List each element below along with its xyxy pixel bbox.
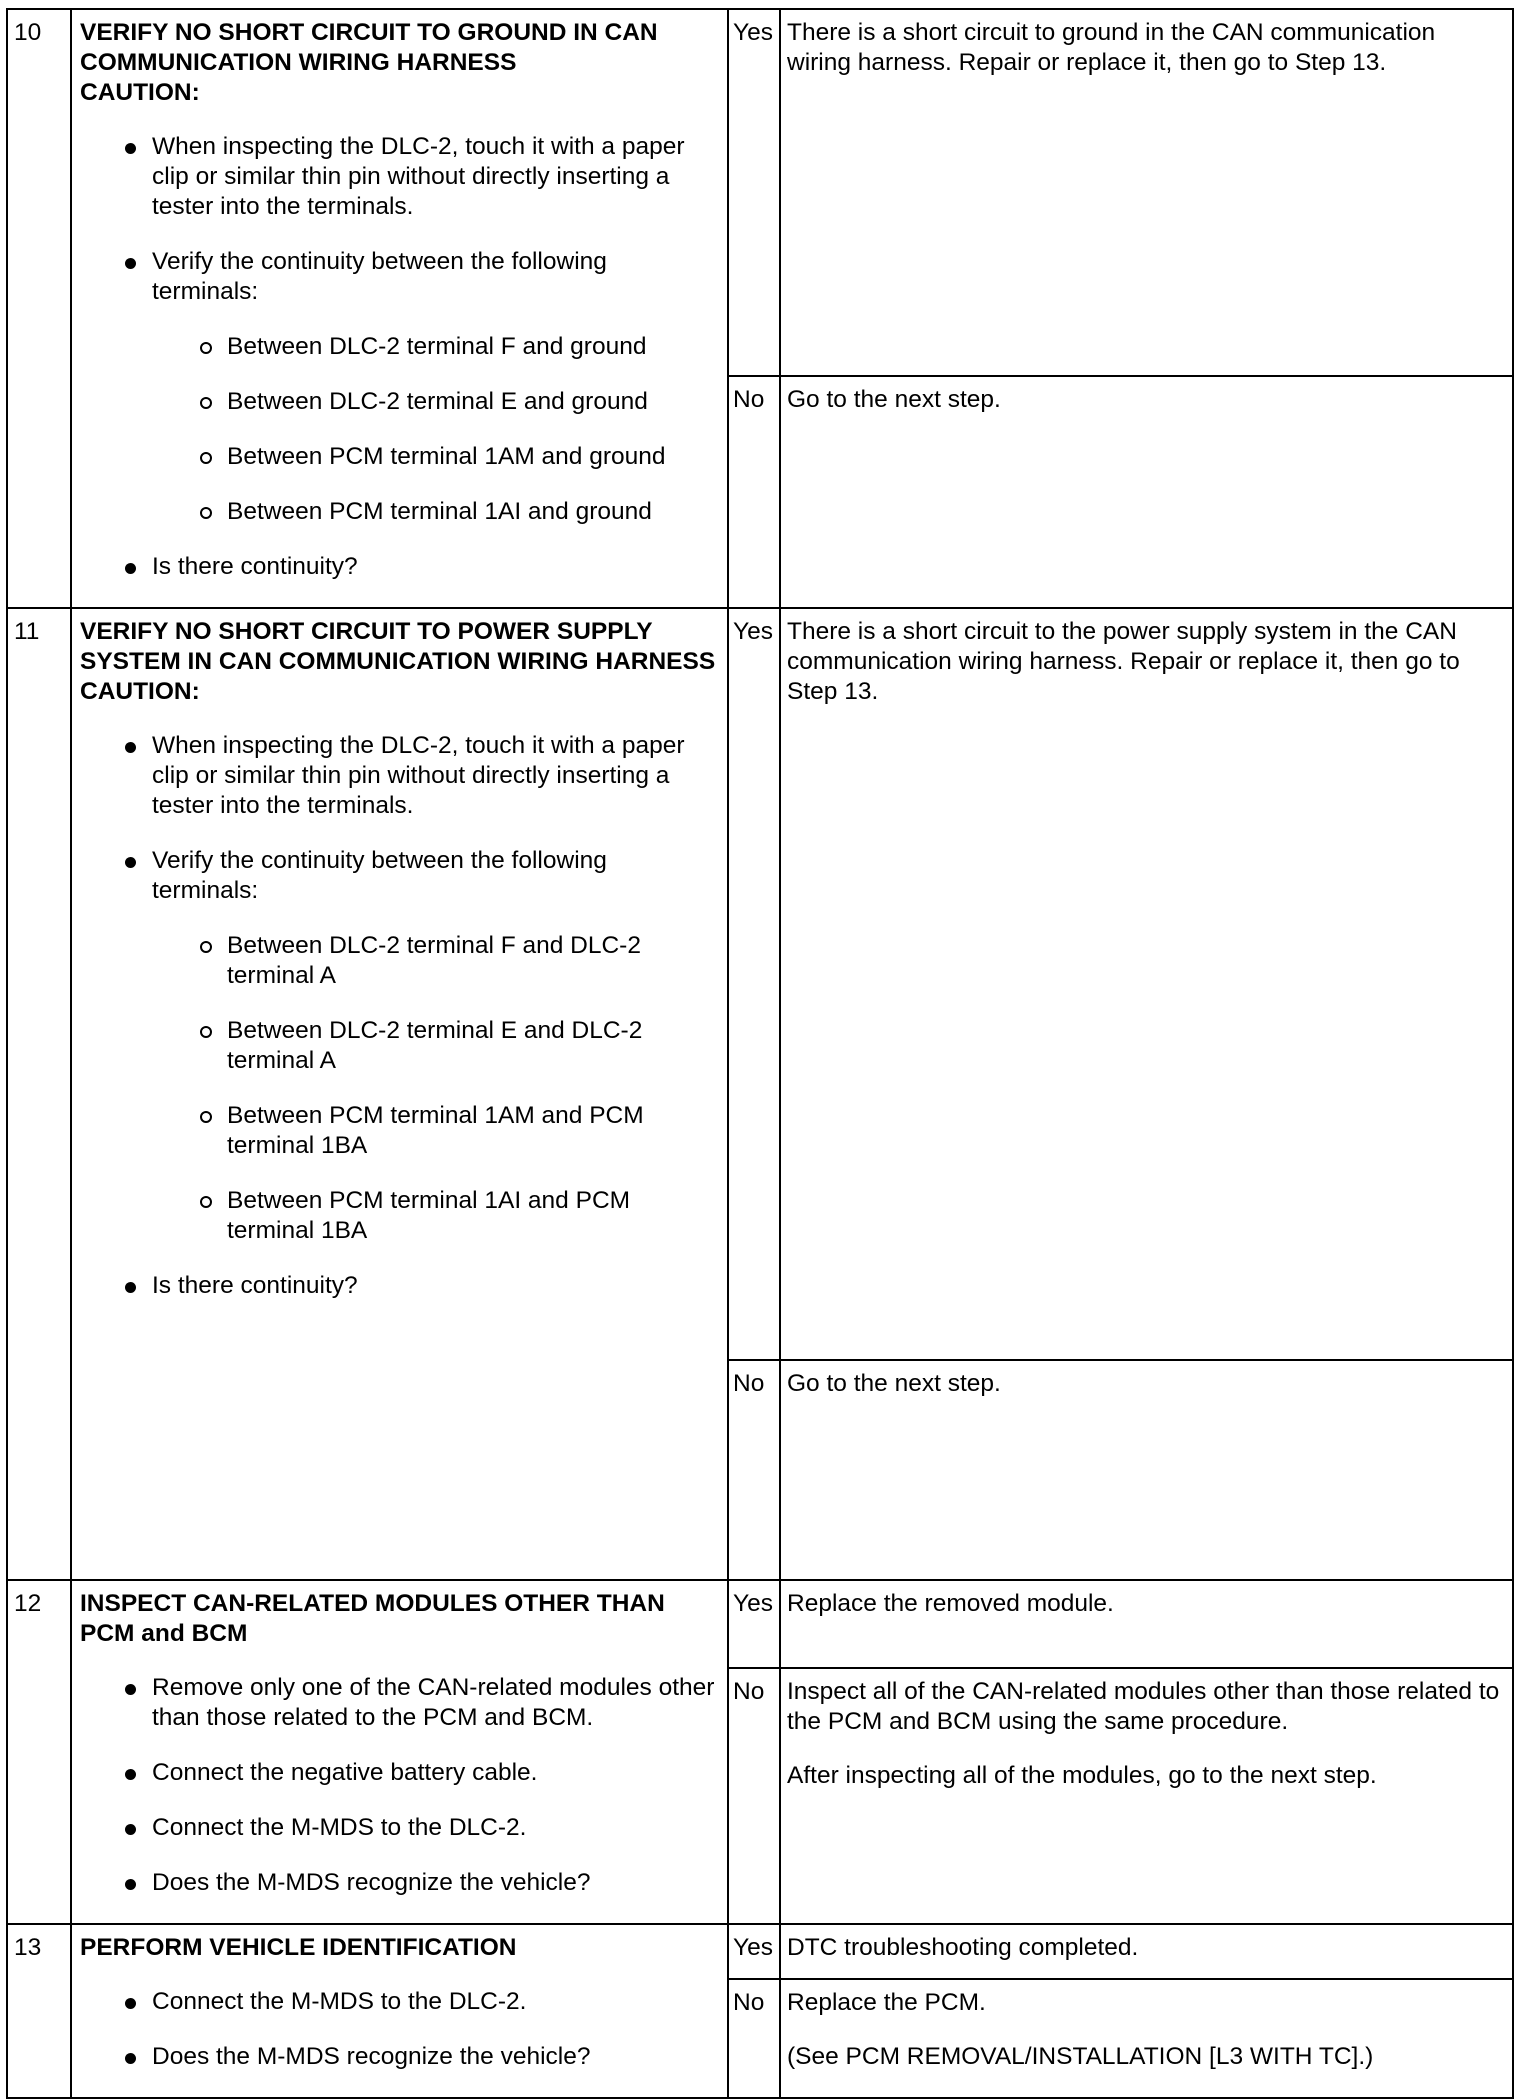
troubleshooting-table [6, 8, 1514, 2099]
sub-item: Between PCM terminal 1AM and PCM terminal 1BA [152, 1101, 717, 1161]
yes-label: Yes [728, 1580, 780, 1668]
step-title: VERIFY NO SHORT CIRCUIT TO GROUND IN CAN COMMUNICATION WIRING HARNESS [80, 19, 658, 76]
step-title: PERFORM VEHICLE IDENTIFICATION [80, 1934, 517, 1961]
result-text: Replace the PCM. [787, 1989, 986, 2017]
no-result [780, 1668, 1513, 1924]
step-action [71, 1924, 728, 2098]
caution-label: CAUTION: [80, 678, 200, 705]
step-12-yes-row [7, 1580, 1513, 1668]
result-text: After inspecting all of the modules, go to the next step. [787, 1762, 1377, 1790]
yes-result: Replace the removed module. [780, 1580, 1513, 1668]
yes-label: Yes [728, 1924, 780, 1979]
caution-label: CAUTION: [80, 79, 200, 106]
step-action [71, 608, 728, 1580]
bullet-list [80, 132, 717, 582]
step-title: INSPECT CAN-RELATED MODULES OTHER THAN PCM and BCM [80, 1590, 665, 1647]
yes-result: There is a short circuit to the power supply system in the CAN communication wiring harness. Repair or replace it, then go to Step 13. [780, 608, 1513, 1360]
step-action [71, 9, 728, 608]
bullet-item: Connect the negative battery cable. [80, 1758, 717, 1788]
yes-result: DTC troubleshooting completed. [780, 1924, 1513, 1979]
no-label: No [728, 1360, 780, 1580]
sub-item: Between DLC-2 terminal F and ground [152, 332, 717, 362]
no-result: Go to the next step. [780, 376, 1513, 608]
bullet-item: Verify the continuity between the following terminals: Between DLC-2 terminal F and DLC-2 terminal A Between DLC-2 terminal E and DLC-2 terminal A Between PCM terminal 1AM and PCM terminal 1BA Between PCM terminal 1AI and PCM terminal 1BA [80, 846, 717, 1246]
step-number: 12 [7, 1580, 71, 1924]
step-10-yes-row [7, 9, 1513, 376]
yes-label: Yes [728, 9, 780, 376]
bullet-item: Does the M-MDS recognize the vehicle? [80, 2042, 717, 2072]
yes-label: Yes [728, 608, 780, 1360]
bullet-item: Is there continuity? [80, 1271, 717, 1301]
step-action [71, 1580, 728, 1924]
bullet-item: Connect the M-MDS to the DLC-2. [80, 1987, 717, 2017]
bullet-list [80, 1987, 717, 2072]
bullet-item: Verify the continuity between the following terminals: Between DLC-2 terminal F and ground Between DLC-2 terminal E and ground Between PCM terminal 1AM and ground Between PCM terminal 1AI and ground [80, 247, 717, 527]
sub-item: Between DLC-2 terminal E and ground [152, 387, 717, 417]
no-label: No [728, 1668, 780, 1924]
bullet-item: Is there continuity? [80, 552, 717, 582]
step-title: VERIFY NO SHORT CIRCUIT TO POWER SUPPLY SYSTEM IN CAN COMMUNICATION WIRING HARNESS [80, 618, 716, 675]
sub-list [152, 931, 717, 1246]
sub-item: Between PCM terminal 1AI and PCM terminal 1BA [152, 1186, 717, 1246]
bullet-item: When inspecting the DLC-2, touch it with a paper clip or similar thin pin without directly inserting a tester into the terminals. [80, 132, 717, 222]
no-result [780, 1979, 1513, 2098]
result-text: (See PCM REMOVAL/INSTALLATION [L3 WITH TC].) [787, 2043, 1374, 2071]
step-11-yes-row [7, 608, 1513, 1360]
bullet-list [80, 731, 717, 1301]
sub-item: Between PCM terminal 1AM and ground [152, 442, 717, 472]
sub-item: Between DLC-2 terminal F and DLC-2 terminal A [152, 931, 717, 991]
step-number: 10 [7, 9, 71, 608]
result-text: Inspect all of the CAN-related modules other than those related to the PCM and BCM using the same procedure. [787, 1678, 1500, 1736]
no-result: Go to the next step. [780, 1360, 1513, 1580]
sub-item: Between DLC-2 terminal E and DLC-2 terminal A [152, 1016, 717, 1076]
bullet-item: Does the M-MDS recognize the vehicle? [80, 1868, 717, 1898]
no-label: No [728, 376, 780, 608]
bullet-item: Remove only one of the CAN-related modules other than those related to the PCM and BCM. [80, 1673, 717, 1733]
step-13-yes-row [7, 1924, 1513, 1979]
bullet-item: Connect the M-MDS to the DLC-2. [80, 1813, 717, 1843]
no-label: No [728, 1979, 780, 2098]
bullet-list [80, 1673, 717, 1898]
bullet-item: When inspecting the DLC-2, touch it with a paper clip or similar thin pin without directly inserting a tester into the terminals. [80, 731, 717, 821]
step-number: 11 [7, 608, 71, 1580]
sub-list [152, 332, 717, 527]
yes-result: There is a short circuit to ground in the CAN communication wiring harness. Repair or replace it, then go to Step 13. [780, 9, 1513, 376]
sub-item: Between PCM terminal 1AI and ground [152, 497, 717, 527]
step-number: 13 [7, 1924, 71, 2098]
